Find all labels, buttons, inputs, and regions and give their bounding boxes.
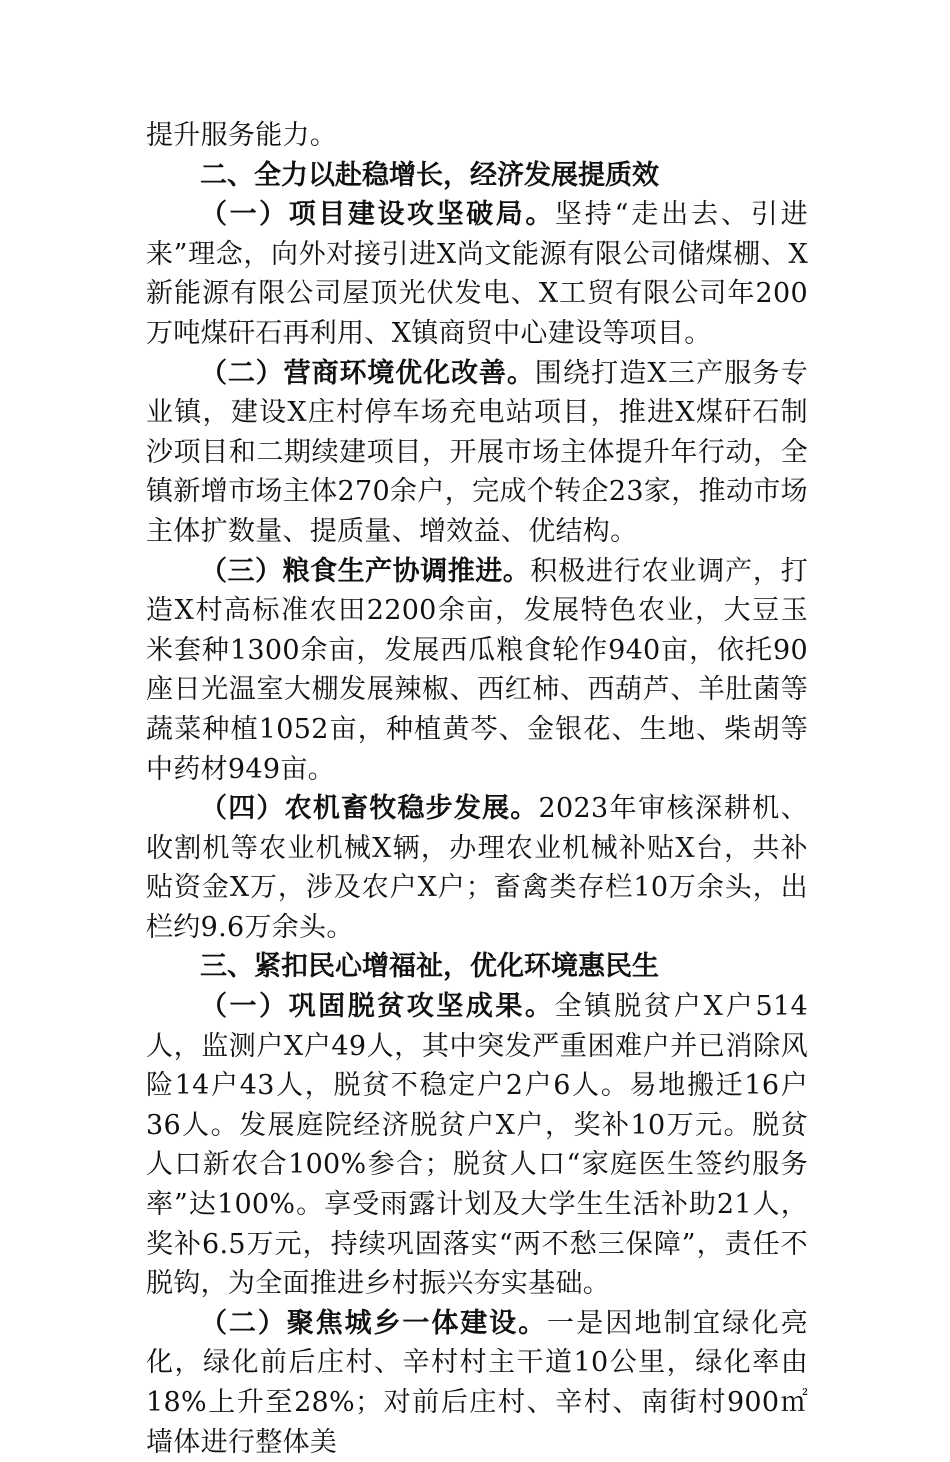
- paragraph-lead: （二）聚焦城乡一体建设。: [200, 1307, 547, 1339]
- paragraph-text: 2023年审核深耕机、收割机等农业机械X辆，办理农业机械补贴X台，共补贴资金X万，涉及农户X户；畜禽类存栏10万余头，出栏约9.6万余头。: [146, 793, 809, 943]
- paragraph-lead: （一）巩固脱贫攻坚成果。: [200, 991, 555, 1023]
- paragraph-text: 提升服务能力。: [146, 120, 338, 151]
- paragraph-lead: （三）粮食生产协调推进。: [200, 555, 531, 587]
- paragraph-grain-production: [146, 552, 808, 790]
- paragraph-text: 积极进行农业调产，打造X村高标准农田2200余亩，发展特色农业，大豆玉米套种1300余亩，发展西瓜粮食轮作940亩，依托90座日光温室大棚发展辣椒、西红柿、西葫芦、羊肚菌等蔬菜种植1052亩，种植黄芩、金银花、生地、柴胡等中药材949亩。: [146, 555, 809, 785]
- paragraph-lead: （二）营商环境优化改善。: [200, 357, 535, 389]
- paragraph-poverty-alleviation: [146, 987, 808, 1304]
- paragraph-urban-rural: [146, 1304, 808, 1462]
- paragraph-project-construction: [146, 195, 808, 353]
- paragraph-text: 一是因地制宜绿化亮化，绿化前后庄村、辛村村主干道10公里，绿化率由18%上升至28%；对前后庄村、辛村、南街村900㎡墙体进行整体美: [146, 1307, 809, 1458]
- paragraph-agri-machinery: [146, 789, 808, 947]
- document-body: [146, 116, 808, 1462]
- section-heading-2: 二、全力以赴稳增长，经济发展提质效: [200, 159, 659, 191]
- paragraph-text: 坚持“走出去、引进来”理念，向外对接引进X尚文能源有限公司储煤棚、X新能源有限公司屋顶光伏发电、X工贸有限公司年200万吨煤矸石再利用、X镇商贸中心建设等项目。: [146, 199, 808, 349]
- paragraph-1: [146, 116, 808, 156]
- paragraph-lead: （四）农机畜牧稳步发展。: [200, 793, 539, 825]
- paragraph-business-environment: [146, 354, 808, 552]
- section-heading-3: 三、紧扣民心增福祉，优化环境惠民生: [200, 951, 659, 983]
- paragraph-text: 全镇脱贫户X户514人，监测户X户49人，其中突发严重困难户并已消除风险14户43人，脱贫不稳定户2户6人。易地搬迁16户36人。发展庭院经济脱贫户X户，奖补10万元。脱贫人口新农合100%参合；脱贫人口“家庭医生签约服务率”达100%。享受雨露计划及大学生生活补助21人，奖补6.5万元，持续巩固落实“两不愁三保障”，责任不脱钩，为全面推进乡村振兴夯实基础。: [146, 991, 808, 1300]
- paragraph-lead: （一）项目建设攻坚破局。: [200, 199, 555, 231]
- paragraph-text: 围绕打造X三产服务专业镇，建设X庄村停车场充电站项目，推进X煤矸石制沙项目和二期续建项目，开展市场主体提升年行动，全镇新增市场主体270余户，完成个转企23家，推动市场主体扩数量、提质量、增效益、优结构。: [146, 357, 808, 547]
